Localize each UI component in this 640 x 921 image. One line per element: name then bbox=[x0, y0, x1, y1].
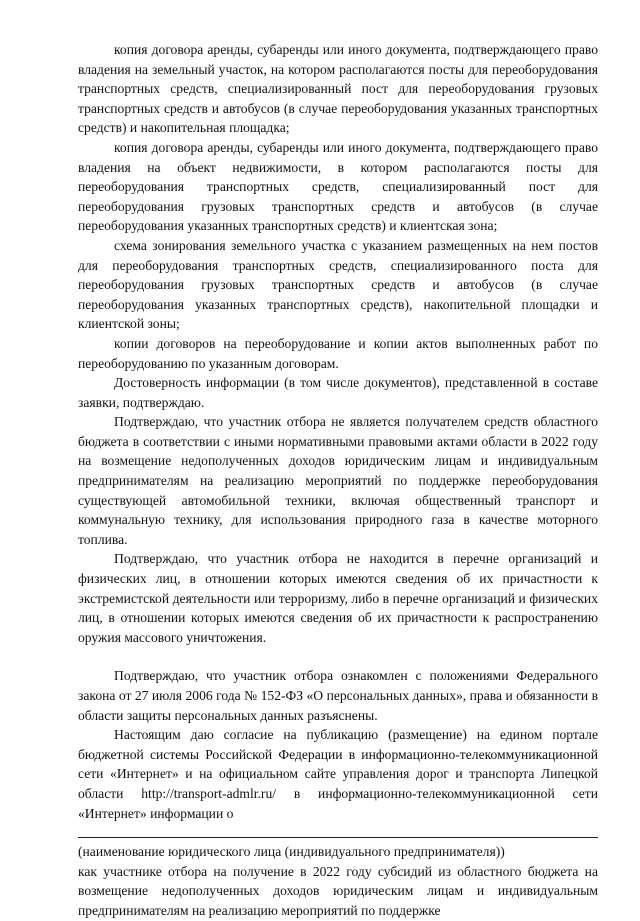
paragraph-conversion-contracts: копии договоров на переоборудование и копии актов выполненных работ по переоборудованию по указанным договорам. bbox=[78, 335, 598, 371]
paragraph-participant: как участнике отбора на получение в 2022 году субсидий из областного бюджета на возмещение недополученных доходов юридическим лицам и индивидуальным предпринимателям на реализацию мероприятий по поддержке bbox=[78, 863, 598, 918]
paragraph-zoning-scheme: схема зонирования земельного участка с указанием размещенных на нем постов для переоборудования транспортных средств, специализированного поста для переоборудования грузовых транспортных средств и автобусов (в случае переоборудования указанных транспортных средств), накопительной площадки и клиентской зоны; bbox=[78, 237, 598, 332]
paragraph-reliability: Достоверность информации (в том числе документов), представленной в составе заявки, подтверждаю. bbox=[78, 375, 598, 410]
paragraph-land-lease: копия договора аренды, субаренды или иного документа, подтверждающего право владения на земельный участок, на котором располагаются посты для переоборудования транспортных средств, специализированный пост для переоборудования грузовых транспортных средств и автобусов (в случае переоборудования указанных транспортных средств) и накопительная площадка; bbox=[78, 42, 598, 136]
spacer bbox=[78, 647, 598, 666]
paragraph-consent: Настоящим даю согласие на публикацию (размещение) на едином портале бюджетной системы Российской Федерации в информационно-телекоммуникационной сети «Интернет» и на официальном сайте управления дорог и транспорта Липецкой области http://transport-admlr.ru/ в информационно-телекоммуникационной сети «Интернет» информации о bbox=[78, 727, 598, 821]
paragraph-not-recipient: Подтверждаю, что участник отбора не является получателем средств областного бюджета в соответствии с иными нормативными правовыми актами области в 2022 году на возмещение недополученных доходов юридическим лицам и индивидуальным предпринимателям на реализацию мероприятий по поддержке переоборудования существующей автомобильной техники, включая общественный транспорт и коммунальную технику, для использования природного газа в качестве моторного топлива. bbox=[78, 414, 598, 547]
paragraph-personal-data: Подтверждаю, что участник отбора ознакомлен с положениями Федерального закона от 27 июля 2006 года № 152-ФЗ «О персональных данных», права и обязанности в области защиты персональных данных разъяснены. bbox=[78, 668, 598, 723]
document-page bbox=[78, 40, 598, 921]
paragraph-property-lease: копия договора аренды, субаренды или иного документа, подтверждающего право владения на объект недвижимости, в котором располагаются посты для переоборудования транспортных средств, специализированный пост для переоборудования грузовых транспортных средств и автобусов (в случае переоборудования указанных транспортных средств) и клиентская зона; bbox=[78, 139, 598, 234]
fill-in-line bbox=[78, 837, 598, 838]
fill-in-caption: (наименование юридического лица (индивидуального предпринимателя)) bbox=[78, 844, 505, 860]
paragraph-not-in-list: Подтверждаю, что участник отбора не находится в перечне организаций и физических лиц, в отношении которых имеются сведения об их причастности к экстремистской деятельности или терроризму, либо в перечне организаций и физических лиц, в отношении которых имеются сведения об их причастности к распространению оружия массового уничтожения. bbox=[78, 551, 598, 645]
